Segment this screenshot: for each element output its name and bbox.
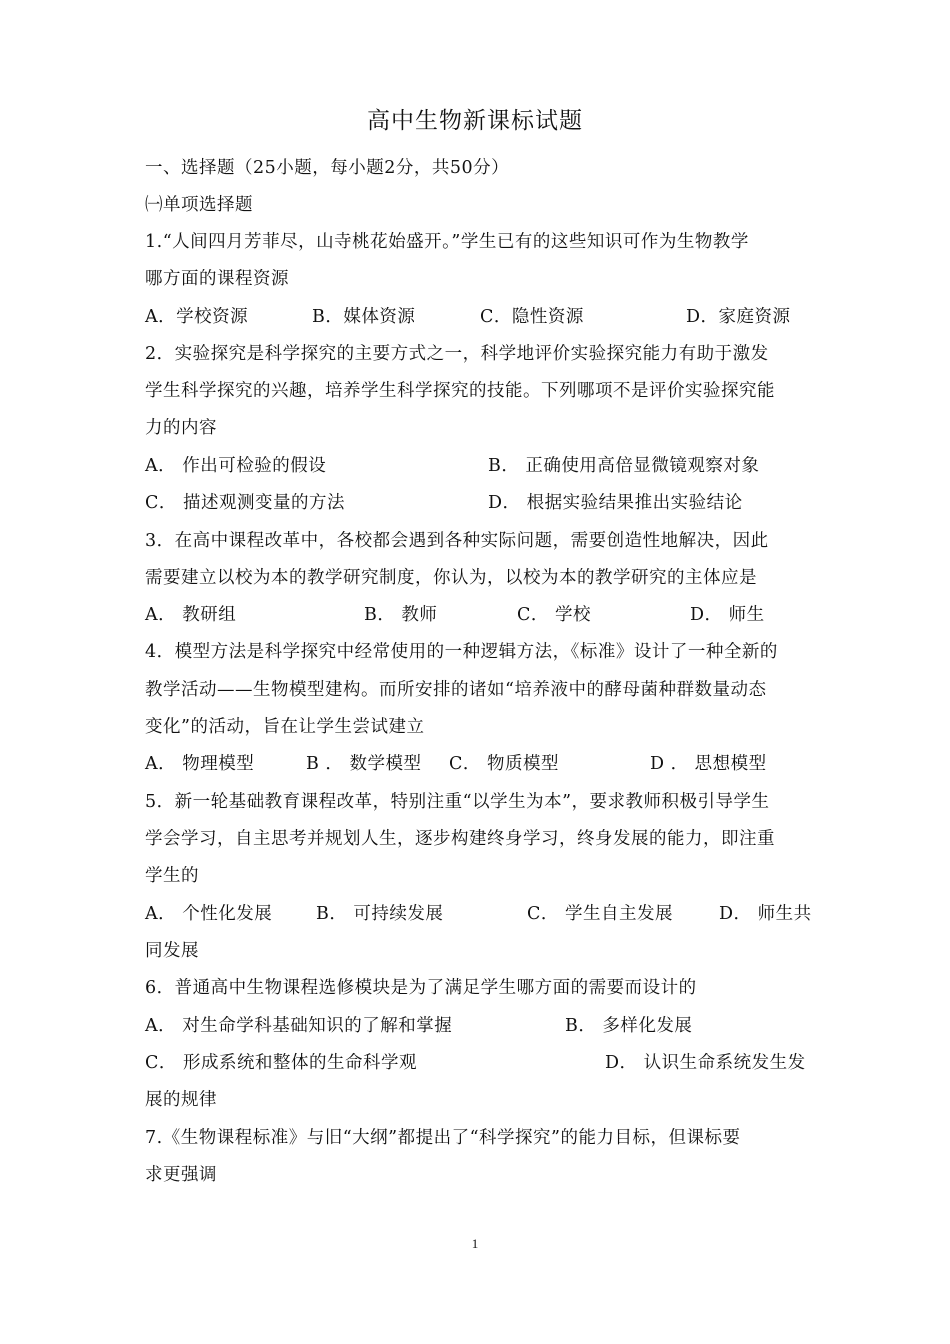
question-5-text: 学生的 [145, 866, 199, 886]
question-4-text: 变化”的活动，旨在让学生尝试建立 [145, 717, 425, 737]
question-3-option-c: C． 学校 [517, 605, 591, 625]
question-5-option-c: C． 学生自主发展 [527, 904, 673, 924]
question-2-text: 力的内容 [145, 418, 217, 438]
question-5-option-d: D． 师生共 [719, 904, 812, 924]
question-4-text: 教学活动——生物模型建构。而所安排的诸如“培养液中的酵母菌种群数量动态 [145, 680, 767, 700]
page-number: 1 [471, 1236, 479, 1251]
question-2-option-a: A． 作出可检验的假设 [145, 456, 327, 476]
question-6-option-d: D． 认识生命系统发生发 [605, 1053, 806, 1073]
question-4-option-b: B ． 数学模型 [306, 754, 422, 774]
question-3-option-b: B． 教师 [364, 605, 438, 625]
question-3-text: 3．在高中课程改革中，各校都会遇到各种实际问题，需要创造性地解决，因此 [145, 531, 769, 551]
question-5-option-a: A． 个性化发展 [145, 904, 273, 924]
page-title: 高中生物新课标试题 [367, 108, 583, 134]
question-5-option-b: B． 可持续发展 [316, 904, 444, 924]
question-4-text: 4．模型方法是科学探究中经常使用的一种逻辑方法，《标准》设计了一种全新的 [145, 642, 778, 662]
question-6-option-a: A． 对生命学科基础知识的了解和掌握 [145, 1016, 453, 1036]
question-7-text: 求更强调 [145, 1165, 217, 1185]
subsection-heading: ㈠单项选择题 [145, 195, 253, 215]
question-6-text: 6．普通高中生物课程选修模块是为了满足学生哪方面的需要而设计的 [145, 978, 697, 998]
question-1-option-c: C．隐性资源 [480, 307, 584, 327]
question-1-text: 哪方面的课程资源 [145, 269, 289, 289]
question-1-option-d: D．家庭资源 [686, 307, 791, 327]
question-1-text: 1.“人间四月芳菲尽，山寺桃花始盛开。”学生已有的这些知识可作为生物教学 [145, 232, 749, 252]
question-2-text: 学生科学探究的兴趣，培养学生科学探究的技能。下列哪项不是评价实验探究能 [145, 381, 775, 401]
question-5-text: 学会学习，自主思考并规划人生，逐步构建终身学习，终身发展的能力，即注重 [145, 829, 775, 849]
question-7-text: 7.《生物课程标准》与旧“大纲”都提出了“科学探究”的能力目标，但课标要 [145, 1128, 741, 1148]
question-5-option-d-continued: 同发展 [145, 941, 199, 961]
question-3-option-d: D． 师生 [690, 605, 765, 625]
question-6-option-c: C． 形成系统和整体的生命科学观 [145, 1053, 417, 1073]
question-5-text: 5．新一轮基础教育课程改革，特别注重“以学生为本”，要求教师积极引导学生 [145, 792, 770, 812]
question-1-option-a: A．学校资源 [145, 307, 249, 327]
question-4-option-a: A． 物理模型 [145, 754, 255, 774]
question-2-option-c: C． 描述观测变量的方法 [145, 493, 345, 513]
question-2-option-b: B． 正确使用高倍显微镜观察对象 [488, 456, 760, 476]
question-1-option-b: B．媒体资源 [312, 307, 416, 327]
question-4-option-d: D ． 思想模型 [650, 754, 767, 774]
question-6-option-b: B． 多样化发展 [565, 1016, 693, 1036]
question-3-text: 需要建立以校为本的教学研究制度，你认为，以校为本的教学研究的主体应是 [145, 568, 757, 588]
question-3-option-a: A． 教研组 [145, 605, 237, 625]
section-heading: 一、选择题（25小题，每小题2分，共50分） [145, 158, 510, 178]
question-2-text: 2．实验探究是科学探究的主要方式之一，科学地评价实验探究能力有助于激发 [145, 344, 769, 364]
question-4-option-c: C． 物质模型 [449, 754, 559, 774]
question-2-option-d: D． 根据实验结果推出实验结论 [488, 493, 743, 513]
question-6-option-d-continued: 展的规律 [145, 1090, 217, 1110]
